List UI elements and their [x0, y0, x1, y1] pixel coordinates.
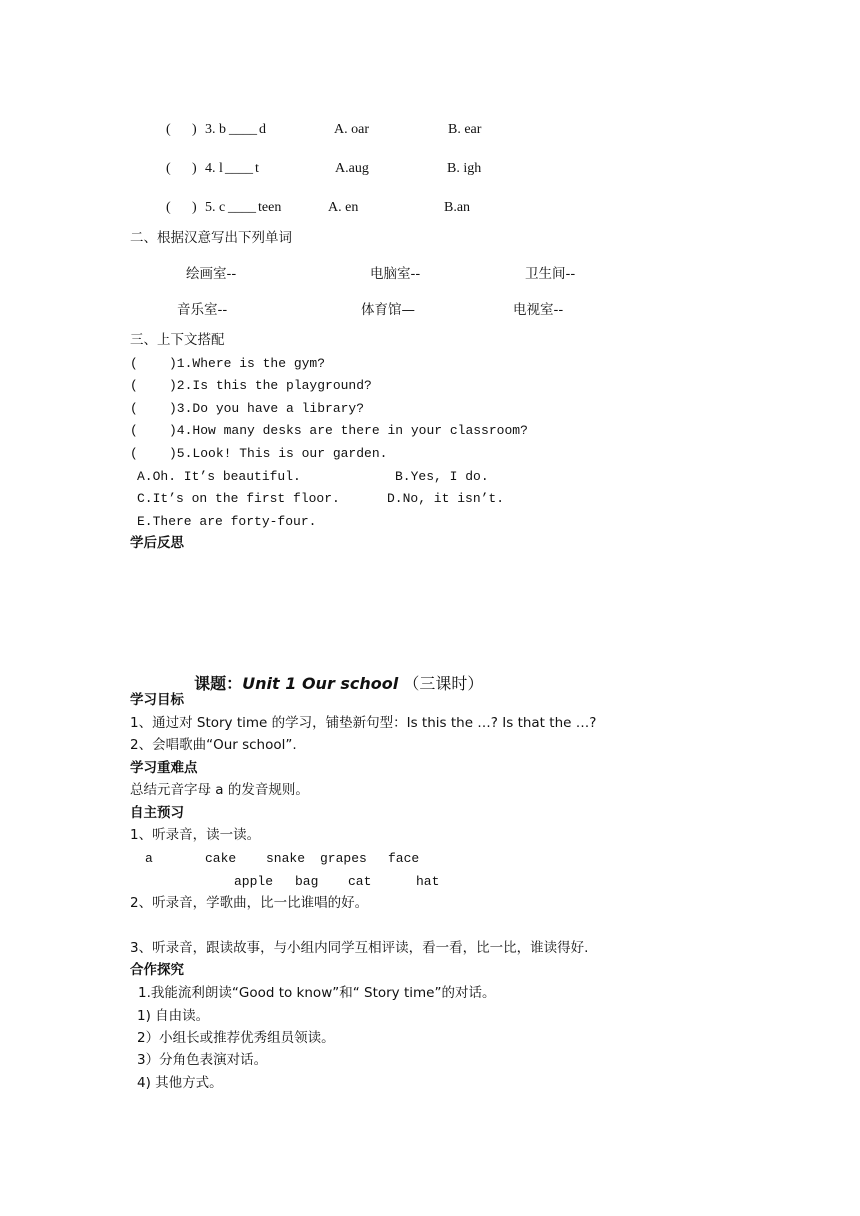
item-ending: teen	[258, 200, 282, 215]
item-number: 3. b	[205, 122, 226, 137]
key-points-text: 总结元音字母 a 的发音规则。	[130, 782, 309, 798]
phonics-word: bag	[295, 874, 319, 889]
item-number: 4. l	[205, 161, 223, 176]
answer-paren-close: )	[192, 161, 197, 176]
item-number: 5. c	[205, 200, 226, 215]
match-question: ( )5.Look! This is our garden.	[130, 446, 388, 461]
cooperation-sub-item: 1) 自由读。	[137, 1008, 210, 1024]
phonics-word: cat	[348, 874, 372, 889]
cooperation-heading: 合作探究	[130, 962, 184, 978]
goals-heading: 学习目标	[130, 692, 184, 708]
match-question: ( )4.How many desks are there in your classroom?	[130, 423, 528, 438]
option-a: A.aug	[335, 161, 369, 176]
vocab-item: 绘画室--	[186, 266, 237, 282]
match-answer: C.It’s on the first floor.	[137, 491, 340, 506]
option-b: B. ear	[448, 122, 482, 137]
cooperation-sub-item: 2）小组长或推荐优秀组员领读。	[137, 1030, 335, 1046]
phonics-word: apple	[234, 874, 274, 889]
item-ending: t	[255, 161, 259, 176]
cooperation-sub-item: 3）分角色表演对话。	[137, 1052, 268, 1068]
option-b: B.an	[444, 200, 471, 215]
phonics-word: face	[388, 851, 420, 866]
phonics-word: cake	[205, 851, 237, 866]
preview-item: 1、听录音，读一读。	[130, 827, 261, 843]
cooperation-item: 1.我能流利朗读“Good to know”和“ Story time”的对话。	[138, 985, 496, 1001]
match-answer: D.No, it isn’t.	[387, 491, 505, 506]
lesson-title-suffix: （三课时）	[403, 674, 484, 693]
vocab-item: 卫生间--	[525, 266, 576, 282]
option-a: A. oar	[334, 122, 369, 137]
match-question: ( )1.Where is the gym?	[130, 356, 326, 371]
lesson-title-prefix: 课题：	[194, 674, 243, 693]
phonics-word: a	[145, 851, 153, 866]
goal-item: 2、会唱歌曲“Our school”.	[130, 737, 297, 753]
reflection-heading: 学后反思	[130, 535, 184, 551]
lesson-title-main: Unit 1 Our school	[242, 674, 399, 693]
item-blank: ____	[225, 161, 253, 176]
phonics-word: grapes	[320, 851, 367, 866]
match-question: ( )3.Do you have a library?	[130, 401, 365, 416]
vocab-item: 电视室--	[513, 302, 564, 318]
vocab-item: 体育馆—	[361, 302, 415, 318]
section-heading: 二、根据汉意写出下列单词	[130, 230, 292, 246]
option-a: A. en	[328, 200, 359, 215]
match-question: ( )2.Is this the playground?	[130, 378, 372, 393]
lesson-title	[183, 660, 483, 692]
cooperation-sub-item: 4) 其他方式。	[137, 1075, 223, 1091]
goal-item: 1、通过对 Story time 的学习，铺垫新句型：Is this the …? Is that the …?	[130, 715, 597, 731]
match-answer: A.Oh. It’s beautiful.	[137, 469, 301, 484]
answer-paren: (	[166, 122, 171, 137]
item-blank: ____	[229, 122, 257, 137]
vocab-item: 音乐室--	[177, 302, 228, 318]
phonics-word: snake	[266, 851, 306, 866]
answer-paren: (	[166, 200, 171, 215]
answer-paren-close: )	[192, 200, 197, 215]
answer-paren: (	[166, 161, 171, 176]
preview-item: 3、听录音，跟读故事，与小组内同学互相评读，看一看，比一比，谁读得好.	[130, 940, 589, 956]
phonics-word: hat	[416, 874, 440, 889]
match-answer: E.There are forty-four.	[137, 514, 317, 529]
section-heading: 三、上下文搭配	[130, 332, 225, 348]
preview-item: 2、听录音，学歌曲，比一比谁唱的好。	[130, 895, 369, 911]
item-ending: d	[259, 122, 266, 137]
preview-heading: 自主预习	[130, 805, 184, 821]
vocab-item: 电脑室--	[370, 266, 421, 282]
key-points-heading: 学习重难点	[130, 760, 198, 776]
option-b: B. igh	[447, 161, 482, 176]
answer-paren-close: )	[192, 122, 197, 137]
item-blank: ____	[228, 200, 256, 215]
match-answer: B.Yes, I do.	[395, 469, 489, 484]
